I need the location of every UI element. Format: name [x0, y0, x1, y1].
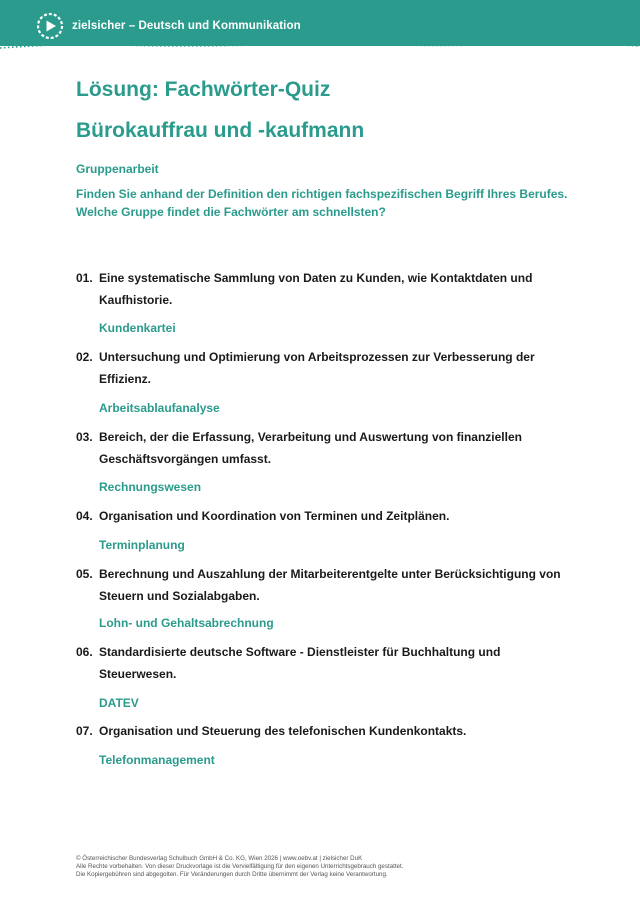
- question-text: Standardisierte deutsche Software - Dienstleister für Buchhaltung und: [99, 645, 501, 659]
- answer-text: DATEV: [99, 696, 139, 710]
- question-number: 03.: [76, 430, 93, 444]
- subheading: Gruppenarbeit: [76, 162, 159, 176]
- answer-text: Lohn- und Gehaltsabrechnung: [99, 616, 274, 630]
- question-text: Effizienz.: [99, 372, 152, 386]
- footer-line: Alle Rechte vorbehalten. Von dieser Druckvorlage ist die Vervielfältigung für den eigenen Unterrichtsgebrauch gestattet.: [76, 863, 404, 870]
- question-item: [76, 505, 576, 527]
- question-text: Geschäftsvorgängen umfasst.: [99, 452, 272, 466]
- question-number: 01.: [76, 271, 93, 285]
- question-item: [76, 641, 576, 685]
- question-text: Berechnung und Auszahlung der Mitarbeiterentgelte unter Berücksichtigung von: [99, 567, 561, 581]
- answer-text: Kundenkartei: [99, 321, 176, 335]
- footer: [76, 855, 403, 879]
- instructions-line: Finden Sie anhand der Definition den richtigen fachspezifischen Begriff Ihres Berufes.: [76, 187, 568, 201]
- footer-line: © Österreichischer Bundesverlag Schulbuch GmbH & Co. KG, Wien 2026 | www.oebv.at | zielsicher DuK: [76, 855, 363, 862]
- question-number: 02.: [76, 350, 93, 364]
- question-number: 06.: [76, 645, 93, 659]
- answer-text: Telefonmanagement: [99, 753, 215, 767]
- question-text: Eine systematische Sammlung von Daten zu Kunden, wie Kontaktdaten und: [99, 271, 533, 285]
- brand-name: zielsicher – Deutsch und Kommunikation: [72, 20, 301, 32]
- answer-text: Terminplanung: [99, 538, 185, 552]
- play-circle-icon: [36, 12, 64, 40]
- question-text: Untersuchung und Optimierung von Arbeitsprozessen zur Verbesserung der: [99, 350, 535, 364]
- question-text: Steuern und Sozialabgaben.: [99, 589, 260, 603]
- footer-line: Die Kopiergebühren sind abgegolten. Für Veränderungen durch Dritte übernimmt der Verlag keine Verantwortung.: [76, 871, 388, 878]
- instructions-line: Welche Gruppe findet die Fachwörter am schnellsten?: [76, 205, 386, 219]
- question-number: 05.: [76, 567, 93, 581]
- question-item: [76, 563, 576, 607]
- page-subtitle: Bürokauffrau und -kaufmann: [76, 119, 365, 142]
- question-item: [76, 426, 576, 470]
- page-title: Lösung: Fachwörter-Quiz: [76, 78, 331, 101]
- question-number: 07.: [76, 724, 93, 738]
- question-item: [76, 267, 576, 311]
- answer-text: Arbeitsablaufanalyse: [99, 401, 220, 415]
- question-text: Kaufhistorie.: [99, 293, 173, 307]
- question-text: Organisation und Koordination von Terminen und Zeitplänen.: [99, 509, 450, 523]
- question-text: Organisation und Steuerung des telefonischen Kundenkontakts.: [99, 724, 467, 738]
- question-text: Bereich, der die Erfassung, Verarbeitung und Auswertung von finanziellen: [99, 430, 522, 444]
- banner-wave: [0, 34, 640, 52]
- answer-text: Rechnungswesen: [99, 480, 202, 494]
- question-item: [76, 346, 576, 390]
- question-text: Steuerwesen.: [99, 667, 177, 681]
- question-item: [76, 720, 576, 742]
- instructions: [76, 185, 596, 221]
- question-number: 04.: [76, 509, 93, 523]
